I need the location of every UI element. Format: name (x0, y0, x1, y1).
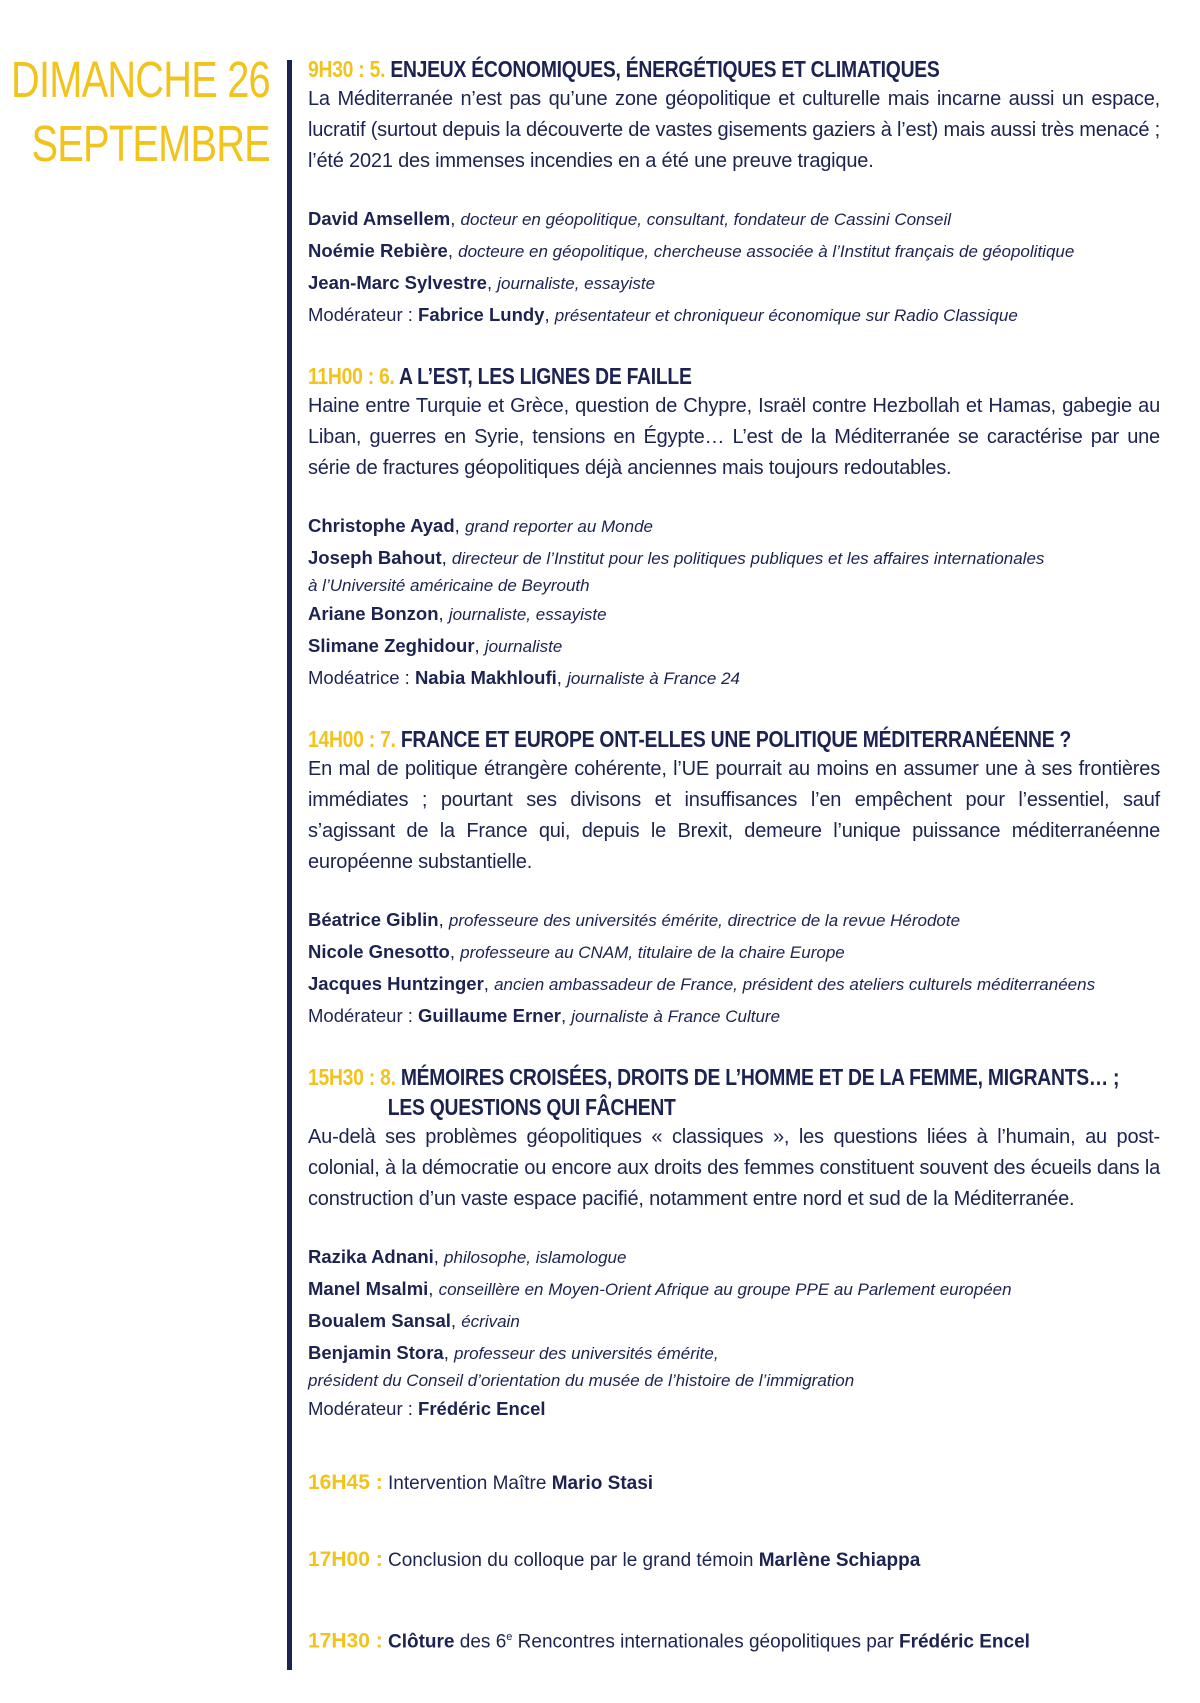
speaker: Béatrice Giblin, professeure des universités émérite, directrice de la revue Hérodote (308, 909, 961, 930)
session-description: La Méditerranée n’est pas qu’une zone géopolitique et culturelle mais incarne aussi un espace, lucratif (surtout depuis la découverte de vastes gisements gaziers à l’est) mais aussi très menacé ; l’été 2021 des immenses incendies en a été une preuve tragique. (308, 88, 1160, 172)
speaker-name: Joseph Bahout (308, 547, 442, 568)
event-person: Marlène Schiappa (758, 1550, 921, 1571)
moderator-label: Modérateur : (308, 1005, 413, 1026)
moderator-label: Modérateur : (308, 1398, 413, 1419)
speaker-role: professeur des universités émérite, (453, 1344, 719, 1363)
event-text: Conclusion du colloque par le grand témoin (388, 1550, 754, 1571)
speaker-role: grand reporter au Monde (464, 517, 653, 536)
speaker: Razika Adnani, philosophe, islamologue (308, 1246, 627, 1267)
session-heading (308, 724, 1072, 754)
vertical-divider (287, 60, 292, 1670)
event-text: des 6 (459, 1631, 507, 1653)
speaker-name: Manel Msalmi (308, 1278, 429, 1299)
speaker-role: docteur en géopolitique, consultant, fondateur de Cassini Conseil (460, 210, 952, 229)
speaker-role: journaliste, essayiste (448, 605, 607, 624)
moderator-name: Fabrice Lundy (418, 304, 545, 325)
speaker-name: Benjamin Stora (308, 1342, 444, 1363)
speaker-role: directeur de l’Institut pour les politiques publiques et les affaires internationales (451, 549, 1045, 568)
speaker-role: conseillère en Moyen-Orient Afrique au groupe PPE au Parlement européen (438, 1280, 1012, 1299)
session-8 (308, 1062, 1160, 1424)
event-superscript: e (506, 1631, 513, 1643)
session-title: FRANCE ET EUROPE ONT-ELLES UNE POLITIQUE MÉDITERRANÉENNE ? (400, 726, 1072, 752)
speaker-role: écrivain (461, 1312, 520, 1331)
program-content (308, 54, 1160, 1703)
speaker-role: docteure en géopolitique, chercheuse associée à l’Institut français de géopolitique (458, 242, 1075, 261)
moderator-role: journaliste à France Culture (571, 1007, 781, 1026)
moderator: Modérateur : Guillaume Erner, journaliste à France Culture (308, 1005, 781, 1026)
session-5 (308, 54, 1160, 331)
speaker-name: David Amsellem (308, 208, 451, 229)
speaker-role-continued: à l’Université américaine de Beyrouth (308, 576, 590, 595)
speaker-name: Razika Adnani (308, 1246, 434, 1267)
session-title: ENJEUX ÉCONOMIQUES, ÉNERGÉTIQUES ET CLIMATIQUES (390, 56, 940, 82)
event-person: Mario Stasi (551, 1473, 654, 1494)
speaker: Jacques Huntzinger, ancien ambassadeur de France, président des ateliers culturels méditerranéens (308, 973, 1096, 994)
session-6 (308, 361, 1160, 694)
event-time: 16H45 : (308, 1471, 383, 1494)
speaker-role-continued: président du Conseil d’orientation du musée de l’histoire de l’immigration (308, 1371, 855, 1390)
speaker-name: Christophe Ayad (308, 515, 455, 536)
moderator: Modéatrice : Nabia Makhloufi, journaliste à France 24 (308, 667, 741, 688)
moderator-name: Frédéric Encel (418, 1398, 546, 1419)
speaker: Benjamin Stora, professeur des universités émérite, président du Conseil d’orientation du musée de l’histoire de l’immigration (308, 1337, 1160, 1393)
speaker: Boualem Sansal, écrivain (308, 1310, 520, 1331)
speaker: Jean-Marc Sylvestre, journaliste, essayiste (308, 272, 656, 293)
speaker-role: professeure au CNAM, titulaire de la chaire Europe (460, 943, 845, 962)
speaker-name: Noémie Rebière (308, 240, 448, 261)
event-person: Frédéric Encel (898, 1631, 1030, 1653)
event-time: 17H30 : (308, 1629, 383, 1653)
session-title: A L’EST, LES LIGNES DE FAILLE (399, 363, 692, 389)
speaker: Christophe Ayad, grand reporter au Monde (308, 515, 653, 536)
moderator-role: présentateur et chroniqueur économique sur Radio Classique (554, 306, 1018, 325)
moderator-name: Guillaume Erner (418, 1005, 561, 1026)
session-time: 14H00 : 7. (308, 726, 396, 752)
session-time: 11H00 : 6. (308, 363, 395, 389)
moderator-role: journaliste à France 24 (567, 669, 741, 688)
speaker: Joseph Bahout, directeur de l’Institut pour les politiques publiques et les affaires internationales à l’Université américaine de Beyrouth (308, 542, 1160, 598)
speaker-name: Jean-Marc Sylvestre (308, 272, 487, 293)
speaker-role: journaliste, essayiste (497, 274, 656, 293)
moderator-label: Modérateur : (308, 304, 413, 325)
speaker-name: Ariane Bonzon (308, 603, 439, 624)
speaker-role: philosophe, islamologue (444, 1248, 627, 1267)
session-time: 9H30 : 5. (308, 56, 386, 82)
speaker-name: Jacques Huntzinger (308, 973, 484, 994)
event-intervention (308, 1468, 1160, 1499)
session-heading (308, 1062, 1120, 1122)
moderator-name: Nabia Makhloufi (414, 667, 557, 688)
event-text: Intervention Maître (388, 1473, 547, 1494)
event-text-continued: Rencontres internationales géopolitiques par (517, 1631, 894, 1653)
speaker-name: Béatrice Giblin (308, 909, 439, 930)
speaker: Manel Msalmi, conseillère en Moyen-Orient Afrique au groupe PPE au Parlement européen (308, 1278, 1012, 1299)
moderator (308, 1393, 1160, 1424)
session-description: Au-delà ses problèmes géopolitiques « classiques », les questions liées à l’humain, au post-colonial, à la démocratie ou encore aux droits des femmes constituent souvent des écueils dans la construction d’un vaste espace pacifié, notamment entre nord et sud de la Méditerranée. (308, 1126, 1160, 1210)
speaker: Noémie Rebière, docteure en géopolitique, chercheuse associée à l’Institut français de géopolitique (308, 240, 1075, 261)
speaker: Nicole Gnesotto, professeure au CNAM, titulaire de la chaire Europe (308, 941, 845, 962)
session-title: MÉMOIRES CROISÉES, DROITS DE L’HOMME ET DE LA FEMME, MIGRANTS… ; (400, 1064, 1120, 1090)
speaker-role: journaliste (484, 637, 563, 656)
speaker-role: ancien ambassadeur de France, président des ateliers culturels méditerranéens (494, 975, 1096, 994)
session-heading (308, 54, 1024, 84)
event-time: 17H00 : (308, 1548, 383, 1571)
day-title (11, 48, 270, 176)
speaker-role: professeure des universités émérite, directrice de la revue Hérodote (448, 911, 961, 930)
day-title-line2: SEPTEMBRE (31, 115, 271, 172)
event-closing (308, 1622, 1160, 1657)
speaker-name: Slimane Zeghidour (308, 635, 475, 656)
day-title-line1: DIMANCHE 26 (11, 51, 270, 108)
moderator-label: Modéatrice : (308, 667, 410, 688)
session-description: En mal de politique étrangère cohérente, l’UE pourrait au moins en assumer une à ses frontières immédiates ; pourtant ses divisons et insuffisances l’en empêchent pour l’essentiel, sauf s’agissant de la France qui, depuis le Brexit, demeure l’unique puissance méditerranéenne européenne substantielle. (308, 758, 1160, 873)
session-title-line2: LES QUESTIONS QUI FÂCHENT (387, 1094, 676, 1120)
speaker: David Amsellem, docteur en géopolitique, consultant, fondateur de Cassini Conseil (308, 208, 952, 229)
moderator: Modérateur : Fabrice Lundy, présentateur et chroniqueur économique sur Radio Classique (308, 304, 1018, 325)
speaker: Slimane Zeghidour, journaliste (308, 635, 563, 656)
session-time: 15H30 : 8. (308, 1064, 396, 1090)
event-conclusion (308, 1545, 1160, 1576)
session-7 (308, 724, 1160, 1032)
speaker-name: Boualem Sansal (308, 1310, 451, 1331)
speaker: Ariane Bonzon, journaliste, essayiste (308, 603, 607, 624)
session-description: Haine entre Turquie et Grèce, question de Chypre, Israël contre Hezbollah et Hamas, gabegie au Liban, guerres en Syrie, tensions en Égypte… L’est de la Méditerranée se caractérise par une série de fractures géopolitiques déjà anciennes mais toujours redoutables. (308, 395, 1160, 479)
event-lead: Clôture (388, 1631, 455, 1653)
session-heading (308, 361, 1024, 391)
speaker-name: Nicole Gnesotto (308, 941, 450, 962)
